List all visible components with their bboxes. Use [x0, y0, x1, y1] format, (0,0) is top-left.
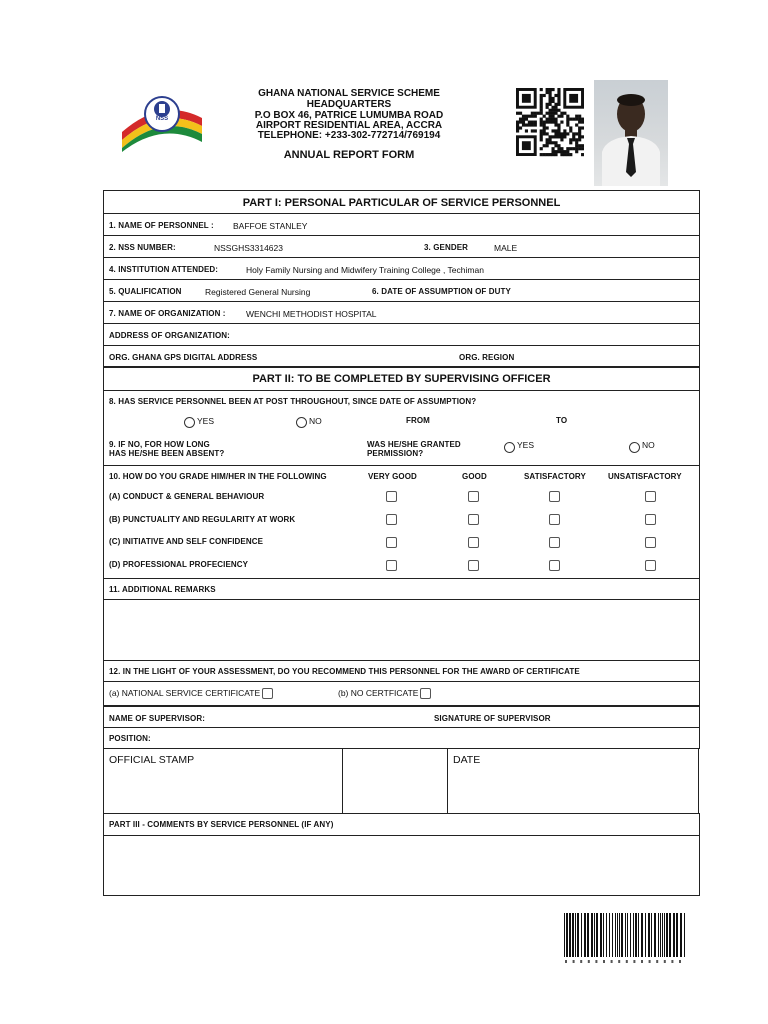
from-label: FROM: [406, 416, 430, 425]
date-right-border: [698, 749, 699, 813]
row-part3: [103, 813, 700, 835]
qualification-label: 5. QUALIFICATION: [109, 287, 182, 296]
stamp-divider: [342, 749, 343, 813]
proficiency-unsatisfactory-checkbox[interactable]: [645, 560, 656, 571]
cert-a-checkbox[interactable]: [262, 688, 273, 699]
row-stamp-date: [103, 748, 700, 813]
conduct-satisfactory-checkbox[interactable]: [549, 491, 560, 502]
gender-value[interactable]: MALE: [494, 243, 518, 253]
row-certificate-options: [103, 681, 700, 705]
q8-no-radio[interactable]: [296, 417, 307, 428]
row-gps-region: [103, 345, 700, 367]
part3-comments-area[interactable]: [103, 835, 700, 896]
supervisor-name-label: NAME OF SUPERVISOR:: [109, 714, 205, 723]
initiative-satisfactory-checkbox[interactable]: [549, 537, 560, 548]
criterion-conduct: (A) CONDUCT & GENERAL BEHAVIOUR: [109, 492, 265, 501]
supervisor-signature-label: SIGNATURE OF SUPERVISOR: [434, 714, 551, 723]
grade-very-good: VERY GOOD: [368, 472, 417, 481]
row-qualification: [103, 279, 700, 301]
punctuality-satisfactory-checkbox[interactable]: [549, 514, 560, 525]
permission-label-line2: PERMISSION?: [367, 449, 424, 458]
q8-no-label: NO: [309, 416, 322, 426]
proficiency-satisfactory-checkbox[interactable]: [549, 560, 560, 571]
logo-text: NSS: [155, 116, 169, 122]
form-title: ANNUAL REPORT FORM: [283, 149, 415, 161]
date-label: DATE: [453, 754, 481, 766]
assumption-date-label: 6. DATE OF ASSUMPTION OF DUTY: [372, 287, 511, 296]
org-address-line1: P.O BOX 46, PATRICE LUMUMBA ROAD: [254, 110, 444, 121]
qualification-value[interactable]: Registered General Nursing: [205, 287, 311, 297]
row-position: [103, 727, 700, 748]
cert-a-label: (a) NATIONAL SERVICE CERTIFICATE: [109, 688, 261, 698]
grade-satisfactory: SATISFACTORY: [524, 472, 586, 481]
row-at-post: [103, 390, 700, 465]
institution-value[interactable]: Holy Family Nursing and Midwifery Training College , Techiman: [246, 265, 484, 275]
proficiency-very-good-checkbox[interactable]: [386, 560, 397, 571]
q8-label: 8. HAS SERVICE PERSONNEL BEEN AT POST THROUGHOUT, SINCE DATE OF ASSUMPTION?: [109, 397, 477, 406]
initiative-very-good-checkbox[interactable]: [386, 537, 397, 548]
punctuality-good-checkbox[interactable]: [468, 514, 479, 525]
criterion-proficiency: (D) PROFESSIONAL PROFECIENCY: [109, 560, 249, 569]
gps-address-label: ORG. GHANA GPS DIGITAL ADDRESS: [109, 353, 258, 362]
q11-label: 11. ADDITIONAL REMARKS: [109, 585, 216, 594]
org-name: GHANA NATIONAL SERVICE SCHEME: [258, 88, 440, 99]
barcode-icon: [562, 913, 690, 965]
personnel-photo: [594, 80, 668, 186]
q10-label: 10. HOW DO YOU GRADE HIM/HER IN THE FOLLOWING: [109, 472, 327, 481]
q9-label-line1: 9. IF NO, FOR HOW LONG: [109, 440, 210, 449]
grading-section: [103, 465, 700, 578]
permission-no-label: NO: [642, 440, 655, 450]
name-label: 1. NAME OF PERSONNEL :: [109, 221, 214, 230]
part2-header-row: [103, 367, 700, 390]
proficiency-good-checkbox[interactable]: [468, 560, 479, 571]
q8-yes-label: YES: [197, 416, 215, 426]
row-org-address: [103, 323, 700, 345]
part1-header-row: [103, 190, 700, 213]
org-address-label: ADDRESS OF ORGANIZATION:: [109, 331, 230, 340]
nss-number-value[interactable]: NSSGHS3314623: [214, 243, 283, 253]
org-address-line2: AIRPORT RESIDENTIAL AREA, ACCRA: [255, 120, 443, 131]
punctuality-very-good-checkbox[interactable]: [386, 514, 397, 525]
to-label: TO: [556, 416, 568, 425]
row-institution: [103, 257, 700, 279]
row-recommendation: [103, 660, 700, 681]
position-label: POSITION:: [109, 734, 151, 743]
institution-label: 4. INSTITUTION ATTENDED:: [109, 265, 219, 274]
org-telephone: TELEPHONE: +233-302-772714/769194: [257, 130, 441, 141]
part2-title: PART II: TO BE COMPLETED BY SUPERVISING OFFICER: [252, 373, 551, 385]
date-divider: [447, 749, 448, 813]
q8-yes-radio[interactable]: [184, 417, 195, 428]
part3-title: PART III - COMMENTS BY SERVICE PERSONNEL (IF ANY): [109, 820, 334, 829]
cert-b-checkbox[interactable]: [420, 688, 431, 699]
gender-label: 3. GENDER: [424, 243, 469, 252]
part1-title: PART I: PERSONAL PARTICULAR OF SERVICE PERSONNEL: [242, 197, 561, 209]
grade-good: GOOD: [462, 472, 487, 481]
cert-b-label: (b) NO CERTFICATE: [338, 688, 419, 698]
organization-value[interactable]: WENCHI METHODIST HOSPITAL: [246, 309, 377, 319]
row-additional-remarks: [103, 578, 700, 599]
grade-unsatisfactory: UNSATISFACTORY: [608, 472, 682, 481]
q9-label-line2: HAS HE/SHE BEEN ABSENT?: [109, 449, 225, 458]
additional-remarks-area[interactable]: [103, 599, 700, 660]
q12-label: 12. IN THE LIGHT OF YOUR ASSESSMENT, DO YOU RECOMMEND THIS PERSONNEL FOR THE AWARD OF CERTIFICATE: [109, 667, 580, 676]
organization-label: 7. NAME OF ORGANIZATION :: [109, 309, 226, 318]
permission-no-radio[interactable]: [629, 442, 640, 453]
row-nss-number: [103, 235, 700, 257]
criterion-punctuality: (B) PUNCTUALITY AND REGULARITY AT WORK: [109, 515, 296, 524]
conduct-unsatisfactory-checkbox[interactable]: [645, 491, 656, 502]
org-region-label: ORG. REGION: [459, 353, 515, 362]
official-stamp-label: OFFICIAL STAMP: [109, 754, 195, 766]
permission-yes-radio[interactable]: [504, 442, 515, 453]
row-supervisor: [103, 705, 700, 727]
row-organization: [103, 301, 700, 323]
permission-yes-label: YES: [517, 440, 535, 450]
initiative-unsatisfactory-checkbox[interactable]: [645, 537, 656, 548]
conduct-good-checkbox[interactable]: [468, 491, 479, 502]
name-value[interactable]: BAFFOE STANLEY: [233, 221, 308, 231]
punctuality-unsatisfactory-checkbox[interactable]: [645, 514, 656, 525]
qr-code-icon: [516, 88, 584, 158]
org-headquarters: HEADQUARTERS: [306, 99, 392, 110]
criterion-initiative: (C) INITIATIVE AND SELF CONFIDENCE: [109, 537, 264, 546]
initiative-good-checkbox[interactable]: [468, 537, 479, 548]
nss-number-label: 2. NSS NUMBER:: [109, 243, 176, 252]
nss-logo: [120, 92, 204, 152]
conduct-very-good-checkbox[interactable]: [386, 491, 397, 502]
row-name-of-personnel: [103, 213, 700, 235]
permission-label-line1: WAS HE/SHE GRANTED: [367, 440, 461, 449]
